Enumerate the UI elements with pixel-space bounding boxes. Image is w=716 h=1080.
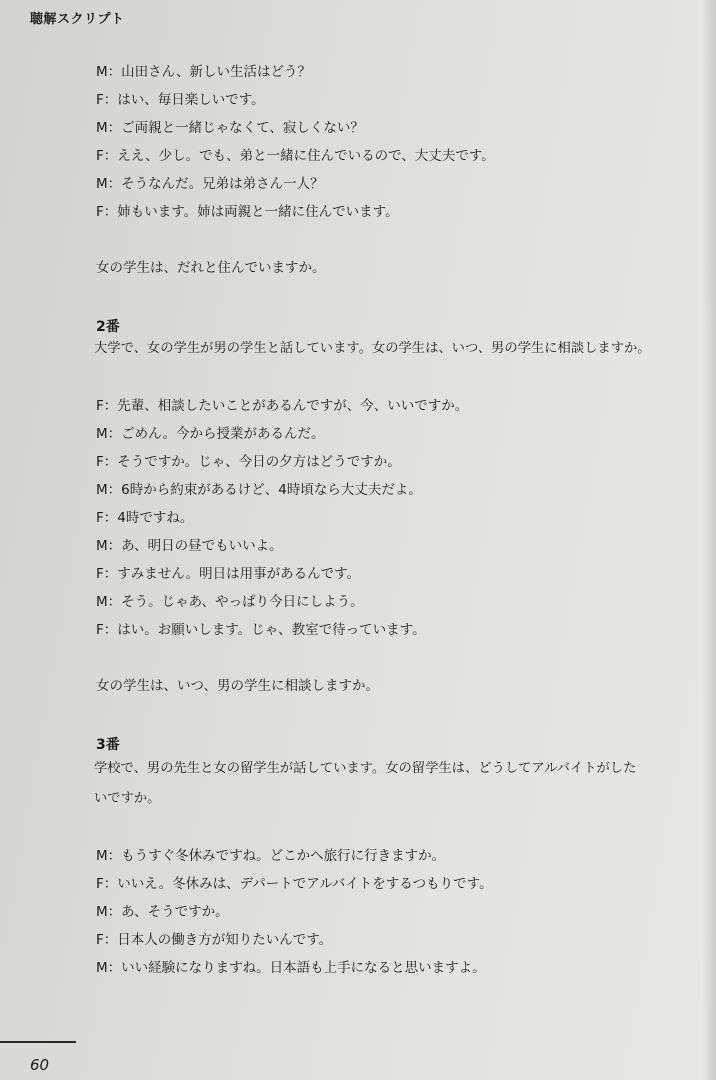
question-line: 女の学生は、だれと住んでいますか。 <box>96 260 326 276</box>
page-number: 60 <box>30 1056 50 1074</box>
dialogue-line: M：あ、そうですか。 <box>96 904 229 920</box>
intro-line: 学校で、男の先生と女の留学生が話しています。女の留学生は、どうしてアルバイトがした <box>94 761 637 776</box>
dialogue-line: F：姉もいます。姉は両親と一緒に住んでいます。 <box>96 204 399 220</box>
dialogue-line: F：そうですか。じゃ、今日の夕方はどうですか。 <box>96 454 401 470</box>
dialogue-line: M：もうすぐ冬休みですね。どこかへ旅行に行きますか。 <box>96 848 446 864</box>
dialogue-line: F：ええ、少し。でも、弟と一緒に住んでいるので、大丈夫です。 <box>96 148 495 164</box>
dialogue-line: F：いいえ。冬休みは、デパートでアルバイトをするつもりです。 <box>96 876 493 892</box>
dialogue-line: M：そうなんだ。兄弟は弟さん一人？ <box>96 176 324 192</box>
dialogue-line: F：はい、毎日楽しいです。 <box>96 92 265 108</box>
dialogue-line: M：山田さん、新しい生活はどう？ <box>96 64 311 80</box>
dialogue-line: M：6時から約束があるけど、4時頃なら大丈夫だよ。 <box>96 482 422 498</box>
intro-line: いですか。 <box>94 791 161 806</box>
dialogue-line: F：日本人の働き方が知りたいんです。 <box>96 932 333 948</box>
dialogue-line: F：すみません。明日は用事があるんです。 <box>96 566 360 582</box>
dialogue-line: F：先輩、相談したいことがあるんですが、今、いいですか。 <box>96 398 469 414</box>
footer-rule <box>0 1041 76 1043</box>
question-line: 女の学生は、いつ、男の学生に相談しますか。 <box>96 678 379 694</box>
dialogue-line: M：あ、明日の昼でもいいよ。 <box>96 538 283 554</box>
dialogue-line: M：ごめん。今から授業があるんだ。 <box>96 426 325 442</box>
page-edge-shadow <box>702 0 716 1080</box>
section-number: 2番 <box>96 319 120 335</box>
page-header: 聴解スクリプト <box>30 12 125 27</box>
dialogue-line: F：4時ですね。 <box>96 510 194 526</box>
dialogue-line: M：そう。じゃあ、やっぱり今日にしよう。 <box>96 594 364 610</box>
dialogue-line: M：ご両親と一緒じゃなくて、寂しくない？ <box>96 120 364 136</box>
dialogue-line: M：いい経験になりますね。日本語も上手になると思いますよ。 <box>96 960 486 976</box>
dialogue-line: F：はい。お願いします。じゃ、教室で待っています。 <box>96 622 426 638</box>
section-number: 3番 <box>96 737 120 753</box>
intro-line: 大学で、女の学生が男の学生と話しています。女の学生は、いつ、男の学生に相談しますか。 <box>94 341 651 356</box>
